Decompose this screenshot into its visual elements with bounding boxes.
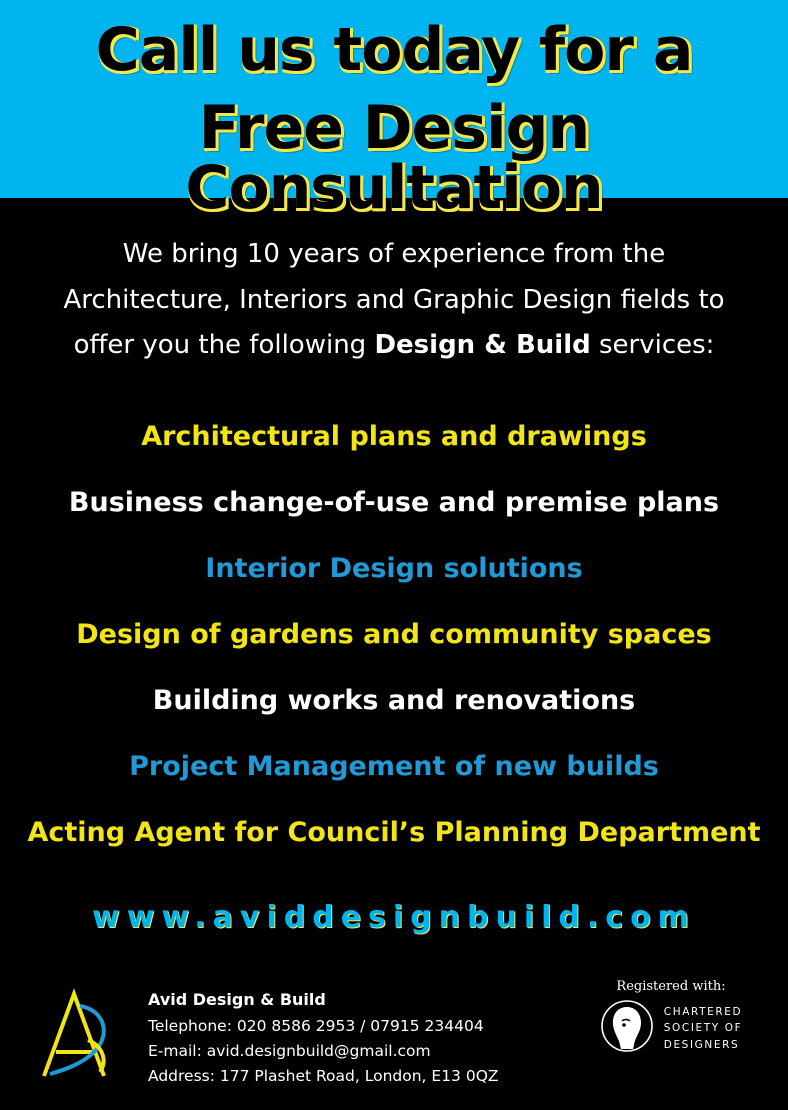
service-item: Acting Agent for Council’s Planning Department (27, 817, 761, 848)
service-item: Building works and renovations (152, 685, 636, 716)
service-item: Project Management of new builds (129, 751, 659, 782)
intro-text-bold: Design & Build (374, 330, 591, 360)
avid-logo (30, 980, 130, 1090)
service-item: Business change-of-use and premise plans (68, 487, 720, 518)
footer (0, 975, 788, 1110)
company-name: Avid Design & Build (148, 990, 326, 1009)
csd-line-2: SOCIETY OF (663, 1022, 743, 1035)
header-banner (0, 0, 788, 223)
csd-logo-group (576, 999, 766, 1058)
registered-with-block (576, 979, 766, 1058)
csd-emblem-icon (600, 999, 654, 1058)
intro-text-part2: services: (590, 330, 715, 360)
csd-line-1: CHARTERED (663, 1006, 743, 1019)
csd-line-3: DESIGNERS (663, 1038, 740, 1051)
service-item: Design of gardens and community spaces (76, 619, 712, 650)
address-line: Address: 177 Plashet Road, London, E13 0QZ (148, 1067, 499, 1086)
csd-wordmark (664, 1004, 742, 1053)
telephone-line: Telephone: 020 8586 2953 / 07915 234404 (148, 1016, 484, 1035)
service-item: Architectural plans and drawings (141, 421, 647, 452)
headline-line-1: Call us today for a (95, 15, 693, 85)
headline-line-2: Free Design Consultation (185, 93, 603, 223)
services-list (0, 404, 788, 866)
registered-with-label: Registered with: (616, 979, 726, 994)
contact-block (148, 987, 568, 1089)
intro-paragraph (44, 232, 744, 369)
email-line[interactable]: E-mail: avid.designbuild@gmail.com (148, 1042, 431, 1061)
intro-text-part1: We bring 10 years of experience from the Architecture, Interiors and Graphic Design fields to offer you the following (63, 239, 725, 360)
service-item: Interior Design solutions (205, 553, 583, 584)
website-url[interactable]: www.aviddesignbuild.com (92, 900, 696, 935)
